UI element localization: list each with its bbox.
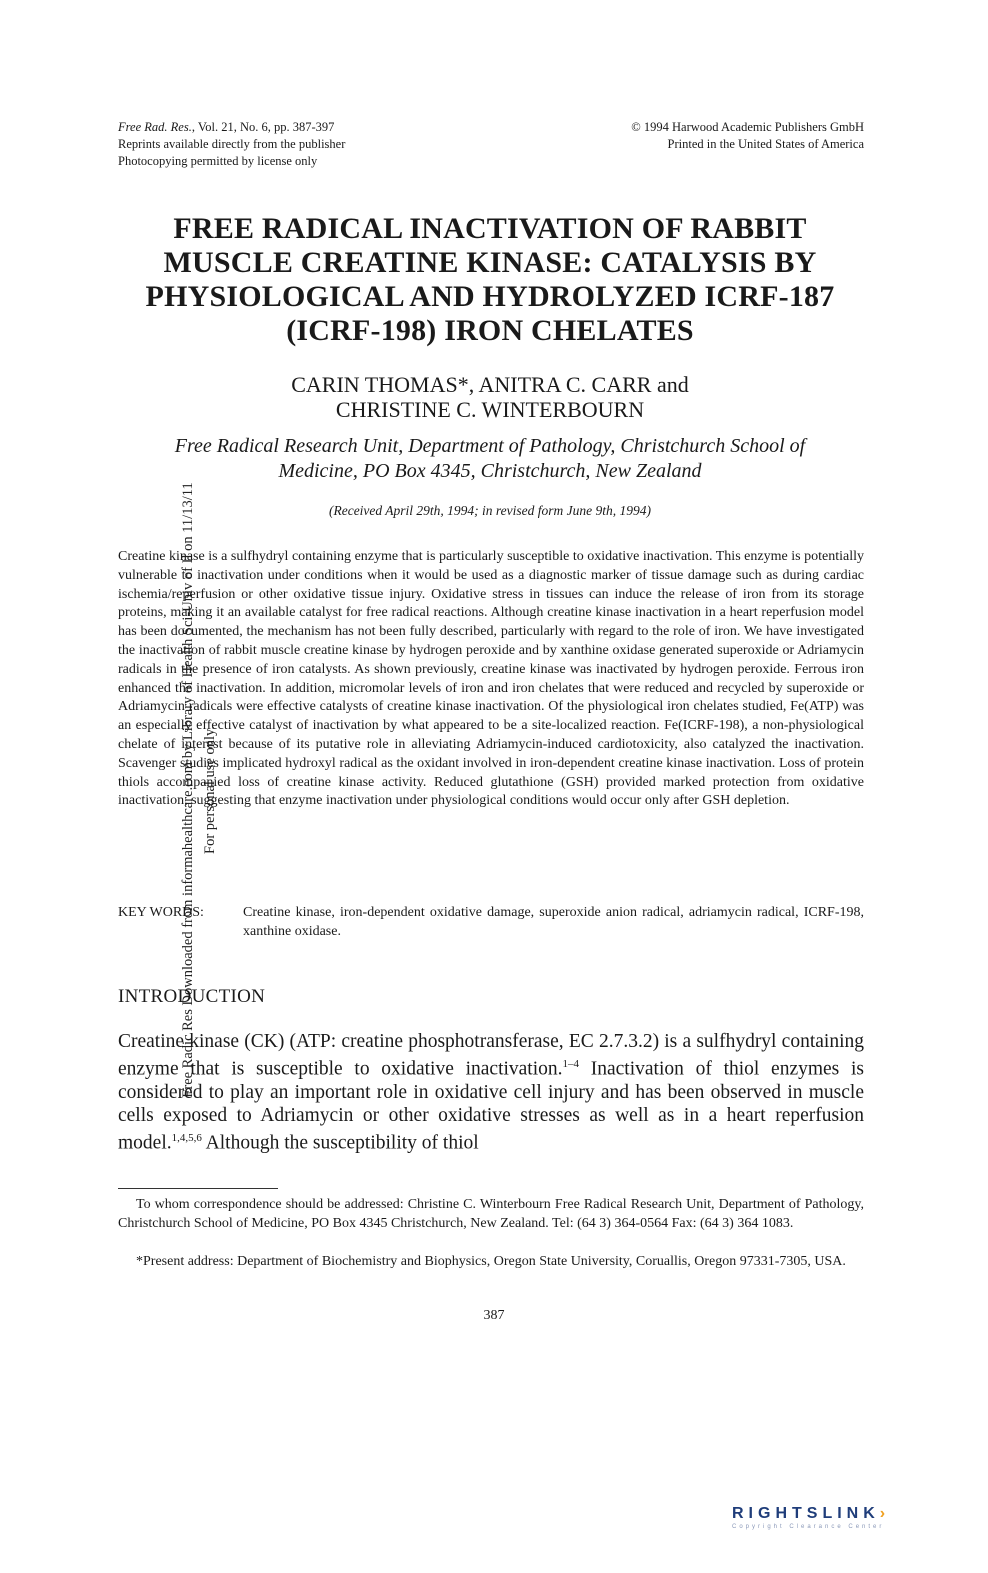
title-line: FREE RADICAL INACTIVATION OF RABBIT	[173, 212, 807, 245]
correspondence-footnote: To whom correspondence should be addressed: Christine C. Winterbourn Free Radical Research Unit, Department of Pathology, Christchurch School of Medicine, PO Box 4345 Christchurch, New Zealand. Tel: (64 3) 364-0564 Fax: (64 3) 364 1083.	[118, 1197, 864, 1231]
introduction-paragraph	[118, 1030, 864, 1154]
reprints-note: Reprints available directly from the publisher	[118, 137, 346, 151]
title-line: PHYSIOLOGICAL AND HYDROLYZED ICRF-187	[145, 280, 835, 313]
intro-text: Inactivation of thiol enzymes is considered to play an important role in oxidative cell injury and has been observed in muscle cells exposed to Adriamycin or other oxidative stresses as well as in a heart reperfusion model.	[118, 1058, 865, 1153]
download-notice: Free Radic Res Downloaded from informahealthcare.com by Library of Health Sci-Univ of Il on 11/13/11	[180, 482, 196, 1098]
page-number: 387	[483, 1308, 505, 1323]
keywords-label: KEY WORDS:	[118, 905, 204, 920]
journal-header	[118, 119, 345, 170]
keywords-text: Creatine kinase, iron-dependent oxidative damage, superoxide anion radical, adriamycin radical, ICRF-198, xanthine oxidase.	[243, 905, 864, 939]
journal-citation: , Vol. 21, No. 6, pp. 387-397	[191, 120, 335, 134]
citation-ref: 1–4	[562, 1058, 580, 1070]
author-line: CHRISTINE C. WINTERBOURN	[335, 397, 645, 422]
received-dates: (Received April 29th, 1994; in revised form June 9th, 1994)	[328, 503, 652, 518]
intro-text: Although the susceptibility of thiol	[201, 1132, 479, 1153]
publisher-header	[631, 119, 864, 153]
affiliation-line: Free Radical Research Unit, Department of Pathology, Christchurch School of	[174, 435, 806, 457]
photocopy-note: Photocopying permitted by license only	[118, 154, 318, 168]
title-line: (ICRF-198) IRON CHELATES	[286, 314, 694, 347]
printed-line: Printed in the United States of America	[667, 137, 864, 151]
footnote-rule	[118, 1188, 278, 1189]
logo-text: RIGHTSLINK›	[732, 1505, 886, 1522]
present-address-footnote: *Present address: Department of Biochemistry and Biophysics, Oregon State University, Coruallis, Oregon 97331-7305, USA.	[136, 1254, 846, 1269]
abstract: Creatine kinase is a sulfhydryl containing enzyme that is particularly susceptible to oxidative inactivation. This enzyme is potentially vulnerable to inactivation under conditions when it would be used as a diagnostic marker of tissue damage such as during cardiac ischemia/reperfusion or other oxidative tissue injury. Oxidative stress in tissues can induce the release of iron from its storage proteins, making it an available catalyst for free radical reactions. Although creatine kinase inactivation in a heart reperfusion model has been documented, the mechanism has not been fully described, particularly with regard to the role of iron. We have investigated the inactivation of rabbit muscle creatine kinase by hydrogen peroxide and by xanthine oxidase generated superoxide or Adriamycin radicals in the presence of iron catalysts. As shown previously, creatine kinase was inactivated by hydrogen peroxide. Ferrous iron enhanced the inactivation. In addition, micromolar levels of iron and iron chelates that were reduced and recycled by superoxide or Adriamycin radicals were effective catalysts of creatine kinase inactivation. Of the physiological iron chelates studied, Fe(ATP) was an especially effective catalyst of inactivation by what appeared to be a site-localized reaction. Fe(ICRF-198), a non-physiological chelate of interest because of its putative role in alleviating Adriamycin-induced cardiotoxicity, also catalyzed the inactivation. Scavenger studies implicated hydroxyl radical as the oxidant involved in iron-dependent creatine kinase inactivation. Loss of protein thiols accompanied loss of creatine kinase activity. Reduced glutathione (GSH) provided marked protection from oxidative inactivation, suggesting that enzyme inactivation under physiological conditions would occur only after GSH depletion.	[118, 549, 864, 809]
affiliation	[100, 434, 880, 484]
citation-ref: 1,4,5,6	[171, 1131, 202, 1144]
affiliation-line: Medicine, PO Box 4345, Christchurch, New Zealand	[278, 460, 702, 482]
copyright-line: © 1994 Harwood Academic Publishers GmbH	[631, 120, 864, 134]
intro-text: Creatine kinase (CK) (ATP: creatine phosphotransferase, EC 2.7.3.2) is a sulfhydryl containing enzyme that is susceptible to oxidative inactivation.	[118, 1031, 864, 1080]
journal-name: Free Rad. Res.	[118, 120, 192, 134]
rightslink-logo	[732, 1505, 972, 1535]
article-title	[100, 212, 880, 348]
logo-subtext: Copyright Clearance Center	[732, 1524, 885, 1530]
personal-use-notice: For personal use only.	[202, 726, 218, 854]
section-heading: INTRODUCTION	[118, 986, 266, 1007]
author-list	[100, 372, 880, 422]
title-line: MUSCLE CREATINE KINASE: CATALYSIS BY	[163, 246, 817, 279]
author-line: CARIN THOMAS*, ANITRA C. CARR and	[291, 372, 689, 397]
